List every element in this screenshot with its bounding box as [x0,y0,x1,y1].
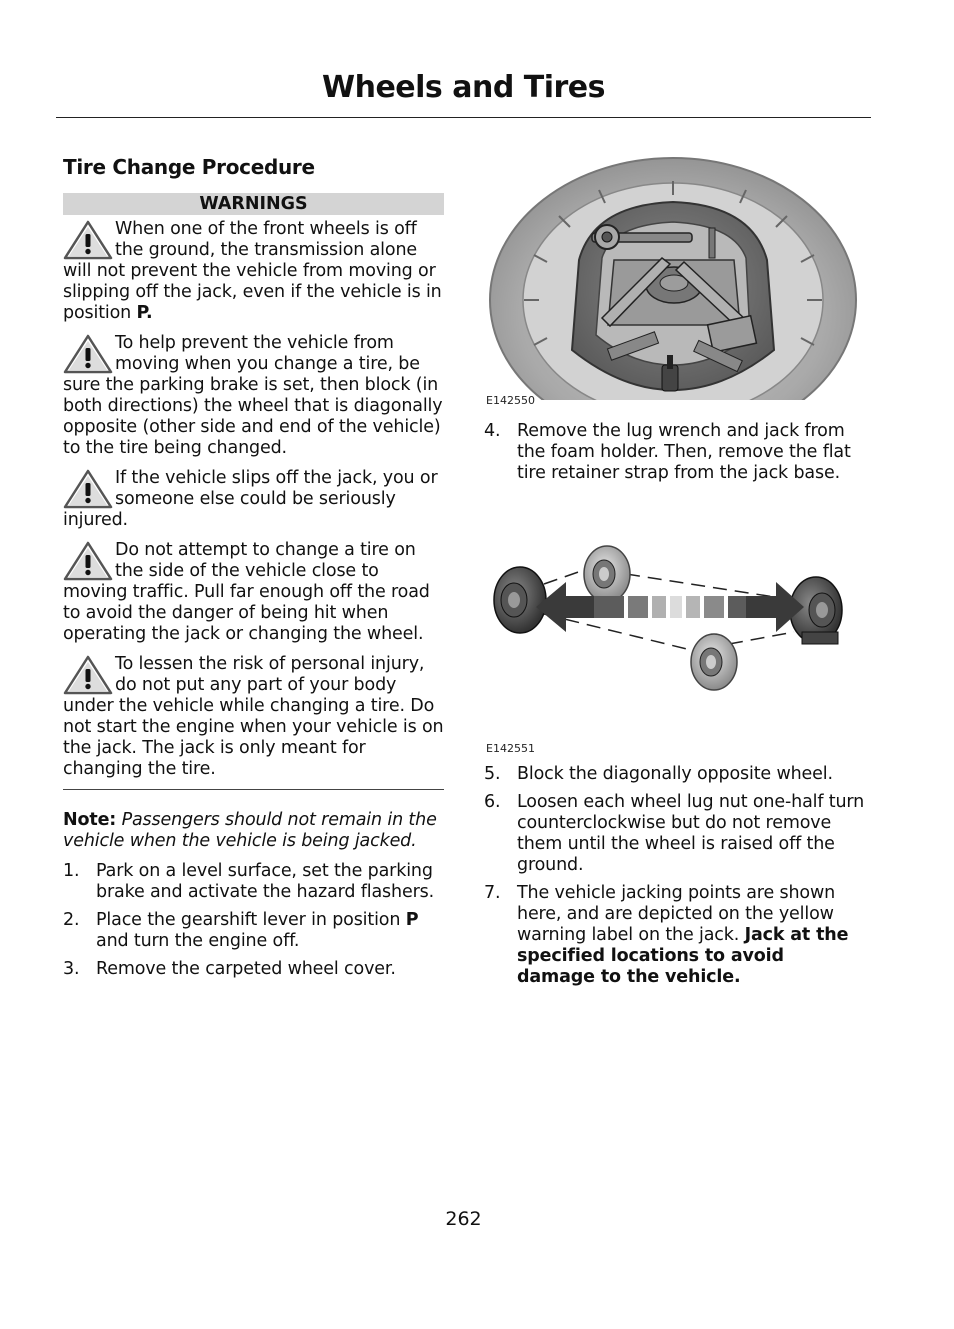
list-item [484,883,866,988]
spare-wheel-figure [484,150,866,412]
diagonal-wheel-block-diagram [484,522,866,762]
warning-item [63,540,444,645]
warning-item [63,654,444,780]
steps-list-left [63,861,444,980]
step-number: 5. [484,764,501,784]
step-number: 4. [484,421,501,441]
warning-text: To lessen the risk of personal injury, do not put any part of your body under the vehicle while changing a tire. Do not start the engine when your vehicle is on the jack. The jack is only meant for changing the tire. [63,654,444,779]
step-text: Loosen each wheel lug nut one-half turn counterclockwise but do not remove them until the wheel is raised off the ground. [517,792,865,875]
note-text: Passengers should not remain in the vehicle when the vehicle is being jacked. [63,810,437,851]
note-label: Note: [63,810,117,830]
list-item [63,959,444,980]
page-number: 262 [445,1208,482,1230]
warning-triangle-icon [63,334,113,374]
warning-text: To help prevent the vehicle from moving when you change a tire, be sure the parking brake is set, then block (in both directions) the wheel that is diagonally opposite (other side and end of the vehicle) to the tire being changed. [63,333,443,458]
list-item [484,421,866,484]
shaded-wheel-left [494,567,546,633]
wheel-blocking-figure [484,522,866,784]
step-text: Park on a level surface, set the parking brake and activate the hazard flashers. [96,861,435,902]
white-wheel-bottom [691,634,737,690]
spare-wheel-tools-illustration [484,150,866,400]
figure-code: E142551 [486,742,535,755]
step-bold-text: P [405,910,419,930]
step-text: Remove the lug wrench and jack from the foam holder. Then, remove the flat tire retainer strap from the jack base. [517,421,851,483]
warning-text: When one of the front wheels is off the ground, the transmission alone will not prevent the vehicle from moving or slipping off the jack, even if the vehicle is in position [63,219,442,323]
warnings-header: WARNINGS [63,193,444,215]
warning-text: Do not attempt to change a tire on the side of the vehicle close to moving traffic. Pull far enough off the road to avoid the danger of being hit when operating the jack or changing the wheel. [63,540,430,644]
warning-text: If the vehicle slips off the jack, you or someone else could be seriously injured. [63,468,438,530]
warning-triangle-icon [63,220,113,260]
step-text: Remove the carpeted wheel cover. [96,959,396,979]
right-column [484,150,866,995]
warning-triangle-icon [63,655,113,695]
left-column [63,150,444,987]
warning-item [63,219,444,324]
step-text-continued: and turn the engine off. [96,931,300,951]
warnings-box [63,193,444,790]
page-title: Wheels and Tires [322,70,605,105]
section-title: Tire Change Procedure [63,155,315,179]
step-text: The vehicle jacking points are shown here, and are depicted on the yellow warning label on the jack. [517,883,836,945]
list-item [484,764,866,785]
step-number: 7. [484,883,501,903]
warning-item [63,333,444,459]
step-number: 6. [484,792,501,812]
step-text: Place the gearshift lever in position [96,910,406,930]
step-bold-text: Jack at the specified locations to avoid damage to the vehicle. [517,925,849,987]
figure-code: E142550 [486,394,535,407]
warnings-divider [63,789,444,790]
list-item [484,792,866,876]
list-item [63,861,444,903]
step-number: 3. [63,959,80,979]
step-number: 2. [63,910,80,930]
note [63,810,444,852]
warning-triangle-icon [63,541,113,581]
step-text: Block the diagonally opposite wheel. [517,764,833,784]
white-wheel-top [584,546,630,602]
steps-list-right-a [484,421,866,484]
steps-list-right-b [484,764,866,988]
step-number: 1. [63,861,80,881]
warning-triangle-icon [63,469,113,509]
warning-item [63,468,444,531]
warning-bold-text: P. [136,303,153,323]
list-item [63,910,444,952]
title-divider [56,117,871,118]
